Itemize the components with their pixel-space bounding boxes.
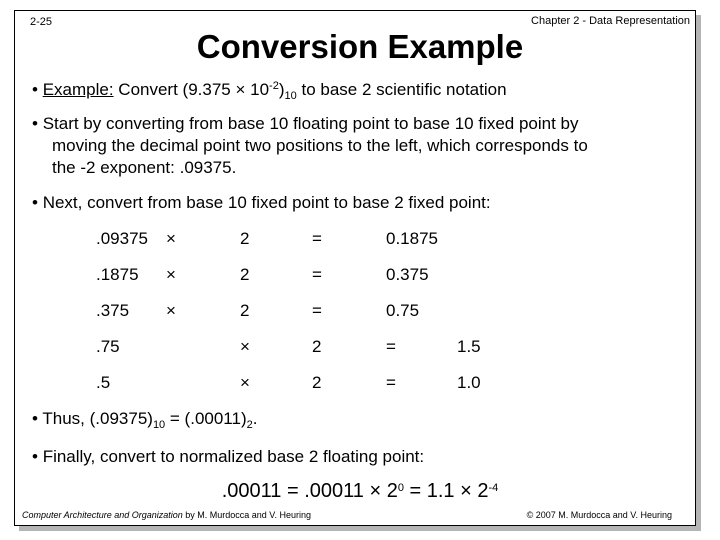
example-paren: ) <box>278 80 285 99</box>
finally-text: Finally, convert to normalized base 2 floating point: <box>42 447 425 466</box>
table-cell-operand: .09375 <box>96 229 148 248</box>
bullet-marker: • <box>32 447 38 466</box>
bullet-marker: • <box>32 114 38 133</box>
equation-part-3: = 1.1 <box>403 480 461 502</box>
table-cell-equals: = <box>386 373 396 392</box>
table-cell-result: 0.75 <box>386 301 420 320</box>
bullet-start <box>32 113 692 179</box>
start-line-3: the -2 exponent: .09375. <box>52 158 237 177</box>
bullet-example <box>32 75 507 107</box>
thus-period: . <box>252 409 258 428</box>
chapter-label: Chapter 2 - Data Representation <box>531 15 690 27</box>
example-exponent: -2 <box>269 80 279 92</box>
thus-mid: = (.00011) <box>165 409 247 428</box>
example-label: Example: <box>42 80 114 99</box>
bullet-marker: • <box>32 409 38 428</box>
table-cell-result: 0.375 <box>386 265 429 284</box>
thus-text: Thus, (.09375) <box>42 409 153 428</box>
equation-exponent-1: 0 <box>397 482 404 494</box>
table-cell-equals: = <box>386 337 396 356</box>
table-cell-times: × <box>166 265 176 284</box>
bullet-finally <box>32 446 424 468</box>
table-cell-equals: = <box>312 229 322 248</box>
table-cell-times: × <box>240 337 250 356</box>
example-text: Convert (9.375 <box>113 80 236 99</box>
equation-part-2: 2 <box>381 480 398 502</box>
equation-exponent-2: -4 <box>488 482 499 494</box>
bullet-thus <box>32 408 257 436</box>
page-title: Conversion Example <box>196 28 524 65</box>
table-cell-multiplier: 2 <box>240 229 250 248</box>
example-subscript: 10 <box>284 90 297 102</box>
thus-subscript-2: 2 <box>246 419 253 431</box>
table-cell-multiplier: 2 <box>240 265 250 284</box>
table-cell-operand: .1875 <box>96 265 139 284</box>
table-cell-multiplier: 2 <box>312 337 322 356</box>
table-cell-operand: .75 <box>96 337 120 356</box>
times-symbol: × <box>460 480 472 502</box>
equation-part-4: 2 <box>471 480 489 502</box>
table-cell-result: 1.0 <box>457 373 481 392</box>
slide-number: 2-25 <box>30 16 53 28</box>
equation-part-1: .00011 = .00011 <box>221 480 370 502</box>
footer-left <box>22 510 311 520</box>
table-cell-equals: = <box>312 301 322 320</box>
table-cell-times: × <box>166 301 176 320</box>
table-cell-result: 0.1875 <box>386 229 438 248</box>
table-cell-times: × <box>166 229 176 248</box>
footer-copyright: © 2007 M. Murdocca and V. Heuring <box>526 510 672 520</box>
table-cell-times: × <box>240 373 250 392</box>
next-text: Next, convert from base 10 fixed point to base 2 fixed point: <box>42 193 491 212</box>
table-cell-multiplier: 2 <box>312 373 322 392</box>
bullet-marker: • <box>32 80 38 99</box>
table-cell-equals: = <box>312 265 322 284</box>
times-symbol: × <box>235 80 246 99</box>
example-tail: to base 2 scientific notation <box>296 80 507 99</box>
footer-authors: by M. Murdocca and V. Heuring <box>182 510 311 520</box>
footer-book-title: Computer Architecture and Organization <box>22 510 183 520</box>
start-line-2: moving the decimal point two positions to the left, which corresponds to <box>52 136 588 155</box>
example-base: 10 <box>245 80 270 99</box>
start-line-1: Start by converting from base 10 floating point to base 10 fixed point by <box>42 114 579 133</box>
table-cell-operand: .5 <box>96 373 111 392</box>
final-equation <box>0 480 720 503</box>
table-cell-operand: .375 <box>96 301 130 320</box>
bullet-next <box>32 192 491 214</box>
table-cell-multiplier: 2 <box>240 301 250 320</box>
times-symbol: × <box>369 480 382 502</box>
bullet-marker: • <box>32 193 38 212</box>
thus-subscript-10: 10 <box>152 419 166 431</box>
table-cell-result: 1.5 <box>457 337 481 356</box>
